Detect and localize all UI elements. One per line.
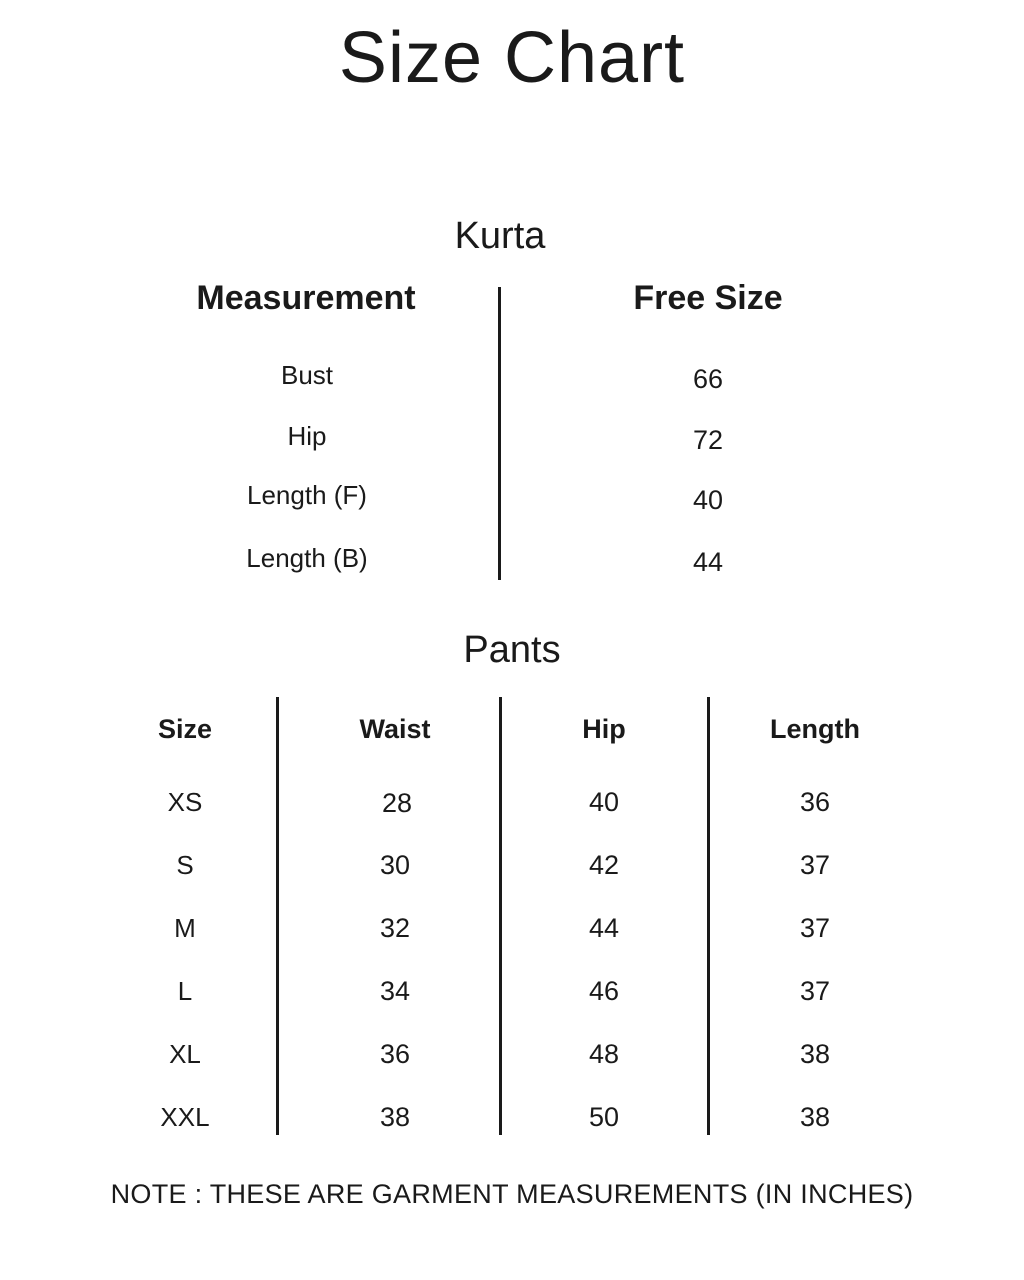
pants-hip-cell: 44 [588, 913, 620, 943]
kurta-row-value: 40 [692, 485, 724, 515]
pants-size-cell: M [174, 913, 196, 943]
pants-hip-cell: 40 [588, 787, 620, 817]
pants-length-cell: 38 [799, 1039, 831, 1069]
pants-column-divider [707, 697, 710, 1135]
pants-length-cell: 37 [799, 976, 831, 1006]
pants-section-title: Pants [463, 629, 561, 671]
kurta-row-label: Length (F) [247, 480, 367, 510]
pants-header-waist: Waist [359, 714, 431, 744]
page-title: Size Chart [338, 18, 686, 98]
kurta-row-value: 72 [692, 425, 724, 455]
pants-length-cell: 36 [799, 787, 831, 817]
pants-waist-cell: 38 [379, 1102, 411, 1132]
pants-size-cell: S [176, 850, 194, 880]
kurta-section-title: Kurta [454, 215, 546, 257]
pants-size-cell: L [177, 976, 193, 1006]
pants-column-divider [499, 697, 502, 1135]
pants-size-cell: XL [169, 1039, 201, 1069]
pants-column-divider [276, 697, 279, 1135]
pants-length-cell: 37 [799, 850, 831, 880]
pants-size-cell: XXL [160, 1102, 210, 1132]
kurta-row-label: Hip [287, 421, 327, 451]
pants-hip-cell: 48 [588, 1039, 620, 1069]
pants-hip-cell: 42 [588, 850, 620, 880]
kurta-header-measurement: Measurement [196, 279, 416, 317]
pants-size-cell: XS [167, 787, 203, 817]
kurta-row-label: Bust [280, 360, 334, 390]
kurta-header-free-size: Free Size [633, 279, 783, 317]
pants-waist-cell: 34 [379, 976, 411, 1006]
pants-header-size: Size [157, 714, 213, 744]
pants-hip-cell: 46 [588, 976, 620, 1006]
pants-header-length: Length [770, 714, 860, 744]
pants-waist-cell: 30 [379, 850, 411, 880]
pants-length-cell: 38 [799, 1102, 831, 1132]
kurta-row-value: 44 [692, 547, 724, 577]
measurement-note: NOTE : THESE ARE GARMENT MEASUREMENTS (IN INCHES) [110, 1179, 914, 1209]
pants-hip-cell: 50 [588, 1102, 620, 1132]
pants-waist-cell: 32 [379, 913, 411, 943]
pants-waist-cell: 28 [381, 788, 413, 818]
pants-header-hip: Hip [582, 714, 626, 744]
kurta-row-label: Length (B) [246, 543, 368, 573]
kurta-row-value: 66 [692, 364, 724, 394]
pants-waist-cell: 36 [379, 1039, 411, 1069]
pants-length-cell: 37 [799, 913, 831, 943]
